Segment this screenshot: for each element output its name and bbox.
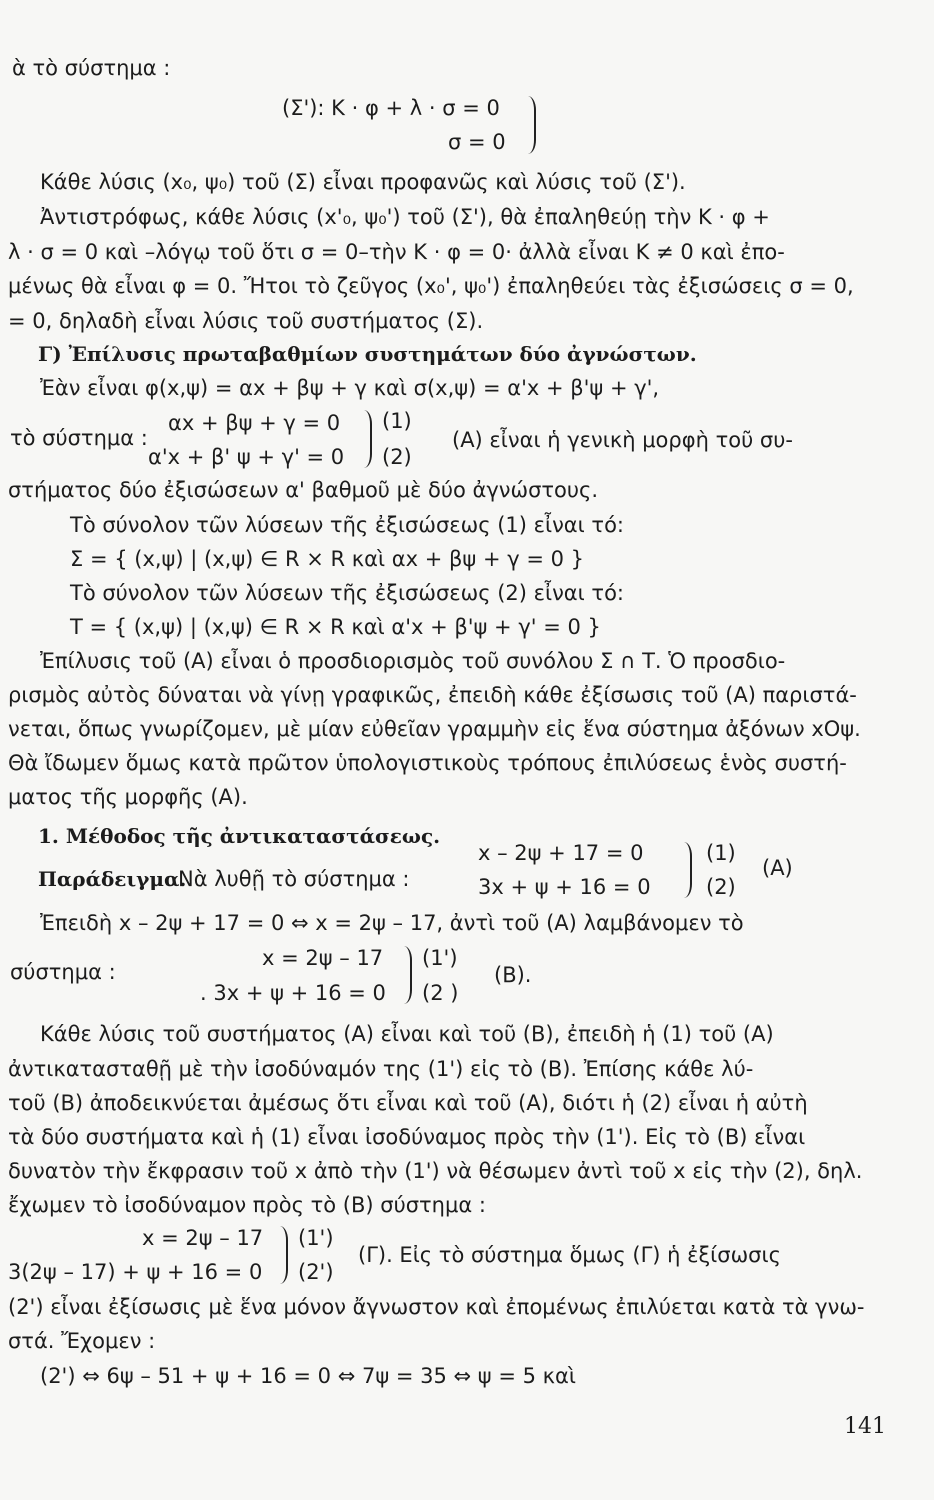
text-line: Νὰ λυθῇ τὸ σύστημα : — [178, 867, 410, 891]
page-number: 141 — [844, 1414, 886, 1439]
system-brace — [526, 96, 536, 154]
text-line: σύστημα : — [10, 960, 116, 984]
text-line: Ἐὰν εἶναι φ(x,ψ) = αx + βψ + γ καὶ σ(x,ψ) = α'x + β'ψ + γ', — [40, 376, 660, 400]
equation: (2') ⇔ 6ψ – 51 + ψ + 16 = 0 ⇔ 7ψ = 35 ⇔ ψ = 5 καὶ — [40, 1364, 576, 1388]
text-line: ἔχωμεν τὸ ἰσοδύναμον πρὸς τὸ (Β) σύστημα : — [8, 1193, 486, 1217]
text-line: Κάθε λύσις (x₀, ψ₀) τοῦ (Σ) εἶναι προφανῶς καὶ λύσις τοῦ (Σ'). — [40, 170, 686, 194]
equation: α'x + β' ψ + γ' = 0 — [148, 445, 345, 469]
equation-number: (2') — [298, 1260, 334, 1284]
text-line: = 0, δηλαδὴ εἶναι λύσις τοῦ συστήματος (Σ). — [8, 309, 484, 333]
text-line: Τὸ σύνολον τῶν λύσεων τῆς ἐξισώσεως (2) εἶναι τό: — [70, 581, 624, 605]
equation-number: (1) — [382, 409, 412, 433]
text-line: Θὰ ἴδωμεν ὅμως κατὰ πρῶτον ὑπολογιστικοὺς τρόπους ἐπιλύσεως ἑνὸς συστή- — [8, 751, 847, 775]
system-brace — [682, 842, 692, 898]
set-definition: Σ = { (x,ψ) | (x,ψ) ∈ R × R καὶ αx + βψ + γ = 0 } — [70, 547, 584, 571]
equation-number: (2) — [382, 445, 412, 469]
equation: σ = 0 — [448, 130, 506, 154]
text-line: τοῦ (Β) ἀποδεικνύεται ἀμέσως ὅτι εἶναι καὶ τοῦ (Α), διότι ἡ (2) εἶναι ἡ αὐτὴ — [8, 1091, 808, 1115]
text-line: στήματος δύο ἐξισώσεων α' βαθμοῦ μὲ δύο ἀγνώστους. — [8, 478, 599, 502]
text-line: Ἀντιστρόφως, κάθε λύσις (x'₀, ψ₀') τοῦ (Σ'), θὰ ἐπαληθεύῃ τὴν Κ · φ + — [40, 205, 770, 229]
system-brace — [402, 946, 412, 1004]
text-line: ὰ τὸ σύστημα : — [12, 56, 171, 80]
text-line: λ · σ = 0 καὶ –λόγῳ τοῦ ὅτι σ = 0–τὴν Κ · φ = 0· ἀλλὰ εἶναι Κ ≠ 0 καὶ ἐπο- — [8, 240, 785, 264]
equation-number: (2 ) — [422, 981, 459, 1005]
text-line: τὰ δύο συστήματα καὶ ἡ (1) εἶναι ἰσοδύναμος πρὸς τὴν (1'). Εἰς τὸ (Β) εἶναι — [8, 1125, 806, 1149]
text-line: (Α) εἶναι ἡ γενικὴ μορφὴ τοῦ συ- — [452, 428, 793, 452]
equation: x = 2ψ – 17 — [142, 1226, 264, 1250]
text-line: (2') εἶναι ἐξίσωσις μὲ ἕνα μόνον ἄγνωστον καὶ ἐπομένως ἐπιλύεται κατὰ τὰ γνω- — [8, 1295, 865, 1319]
equation: (Σ'): Κ · φ + λ · σ = 0 — [282, 96, 500, 120]
text-line: τὸ σύστημα : — [10, 426, 148, 450]
system-label: (Β). — [494, 963, 532, 987]
example-label: Παράδειγμα. — [38, 867, 187, 891]
text-line: Ἐπειδὴ x – 2ψ + 17 = 0 ⇔ x = 2ψ – 17, ἀντὶ τοῦ (Α) λαμβάνομεν τὸ — [40, 911, 744, 935]
system-brace — [362, 410, 372, 468]
equation-number: (1') — [298, 1226, 334, 1250]
equation-number: (2) — [706, 875, 736, 899]
equation: 3x + ψ + 16 = 0 — [478, 875, 651, 899]
text-line: νεται, ὅπως γνωρίζομεν, μὲ μίαν εὐθεῖαν γραμμὴν εἰς ἕνα σύστημα ἀξόνων xOψ. — [8, 717, 861, 741]
system-brace — [278, 1226, 288, 1284]
text-line: Ἐπίλυσις τοῦ (Α) εἶναι ὁ προσδιορισμὸς τοῦ συνόλου Σ ∩ Τ. Ὁ προσδιο- — [40, 649, 786, 673]
equation-number: (1) — [706, 841, 736, 865]
equation: . 3x + ψ + 16 = 0 — [200, 981, 386, 1005]
text-line: Κάθε λύσις τοῦ συστήματος (Α) εἶναι καὶ τοῦ (Β), ἐπειδὴ ἡ (1) τοῦ (Α) — [40, 1022, 774, 1046]
set-definition: Τ = { (x,ψ) | (x,ψ) ∈ R × R καὶ α'x + β'ψ + γ' = 0 } — [70, 615, 601, 639]
equation: x = 2ψ – 17 — [262, 946, 384, 970]
text-line: ρισμὸς αὐτὸς δύναται νὰ γίνῃ γραφικῶς, ἐπειδὴ κάθε ἐξίσωσις τοῦ (Α) παριστά- — [8, 683, 857, 707]
equation: αx + βψ + γ = 0 — [168, 411, 341, 435]
equation-number: (1') — [422, 946, 458, 970]
text-line: δυνατὸν τὴν ἔκφρασιν τοῦ x ἀπὸ τὴν (1') νὰ θέσωμεν ἀντὶ τοῦ x εἰς τὴν (2), δηλ. — [8, 1159, 863, 1183]
equation: x – 2ψ + 17 = 0 — [478, 841, 644, 865]
section-heading: 1. Μέθοδος τῆς ἀντικαταστάσεως. — [38, 824, 441, 848]
system-label: (Α) — [762, 856, 793, 880]
section-heading: Γ) Ἐπίλυσις πρωταβαθμίων συστημάτων δύο ἀγνώστων. — [38, 342, 697, 366]
text-line: στά. Ἔχομεν : — [8, 1329, 156, 1353]
text-line: (Γ). Εἰς τὸ σύστημα ὅμως (Γ) ἡ ἐξίσωσις — [358, 1243, 781, 1267]
text-line: ματος τῆς μορφῆς (Α). — [8, 785, 248, 809]
text-line: μένως θὰ εἶναι φ = 0. Ἤτοι τὸ ζεῦγος (x₀', ψ₀') ἐπαληθεύει τὰς ἐξισώσεις σ = 0, — [8, 274, 854, 298]
equation: 3(2ψ – 17) + ψ + 16 = 0 — [8, 1260, 263, 1284]
text-line: ἀντικατασταθῇ μὲ τὴν ἰσοδύναμόν της (1') εἰς τὸ (Β). Ἐπίσης κάθε λύ- — [8, 1057, 754, 1081]
text-line: Τὸ σύνολον τῶν λύσεων τῆς ἐξισώσεως (1) εἶναι τό: — [70, 513, 624, 537]
